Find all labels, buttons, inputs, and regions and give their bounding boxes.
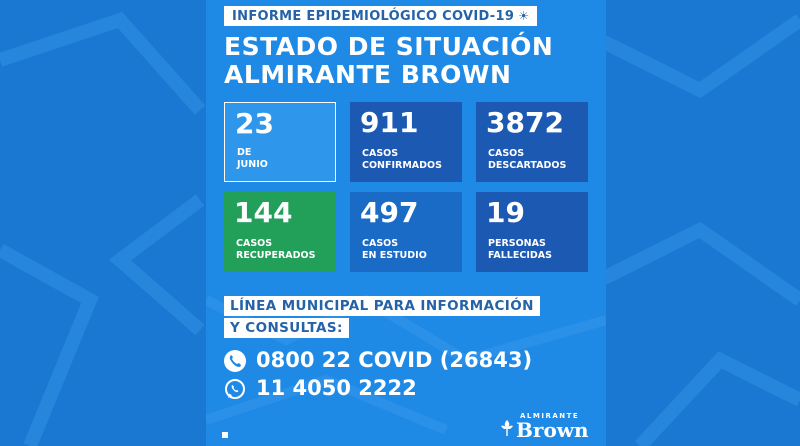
info-line-1: LÍNEA MUNICIPAL PARA INFORMACIÓN: [224, 296, 540, 316]
phone-row-whatsapp: [224, 374, 417, 402]
phone-icon: [224, 350, 246, 372]
stat-label: CASOS EN ESTUDIO: [362, 238, 427, 261]
infographic-poster: [206, 0, 606, 446]
phone-row-hotline: [224, 346, 532, 374]
stat-tile-discarded: [476, 102, 588, 182]
banner-text: INFORME EPIDEMIOLÓGICO COVID-19: [232, 9, 515, 24]
info-line-2: Y CONSULTAS:: [224, 318, 349, 338]
report-banner: [224, 6, 537, 26]
decorative-dot: [222, 432, 228, 438]
headline-line-2: ALMIRANTE BROWN: [224, 60, 512, 89]
stat-value: 3872: [486, 106, 564, 139]
stat-value: 144: [234, 196, 293, 229]
almirante-brown-logo: [498, 412, 589, 442]
stat-tile-deceased: [476, 192, 588, 272]
stat-label: CASOS CONFIRMADOS: [362, 148, 442, 171]
stat-tile-confirmed: [350, 102, 462, 182]
stat-value: 19: [486, 196, 525, 229]
stat-value: 497: [360, 196, 419, 229]
whatsapp-number[interactable]: 11 4050 2222: [256, 376, 417, 400]
logo-big-text: Brown: [516, 418, 589, 442]
stat-tile-in-study: [350, 192, 462, 272]
stat-label: CASOS DESCARTADOS: [488, 148, 567, 171]
headline-line-1: ESTADO DE SITUACIÓN: [224, 32, 554, 61]
stat-label: CASOS RECUPERADOS: [236, 238, 316, 261]
stat-tile-recovered: [224, 192, 336, 272]
whatsapp-icon: [224, 378, 246, 400]
stat-value: 23: [235, 107, 274, 140]
stat-label: DE JUNIO: [237, 147, 268, 170]
logo-small-text: ALMIRANTE: [520, 412, 580, 420]
hotline-number[interactable]: 0800 22 COVID (26843): [256, 348, 533, 372]
stat-value: 911: [360, 106, 419, 139]
sun-icon: ☀: [518, 9, 530, 23]
stat-tile-date: [224, 102, 336, 182]
stat-label: PERSONAS FALLECIDAS: [488, 238, 552, 261]
logo-flower-icon: [498, 418, 516, 438]
